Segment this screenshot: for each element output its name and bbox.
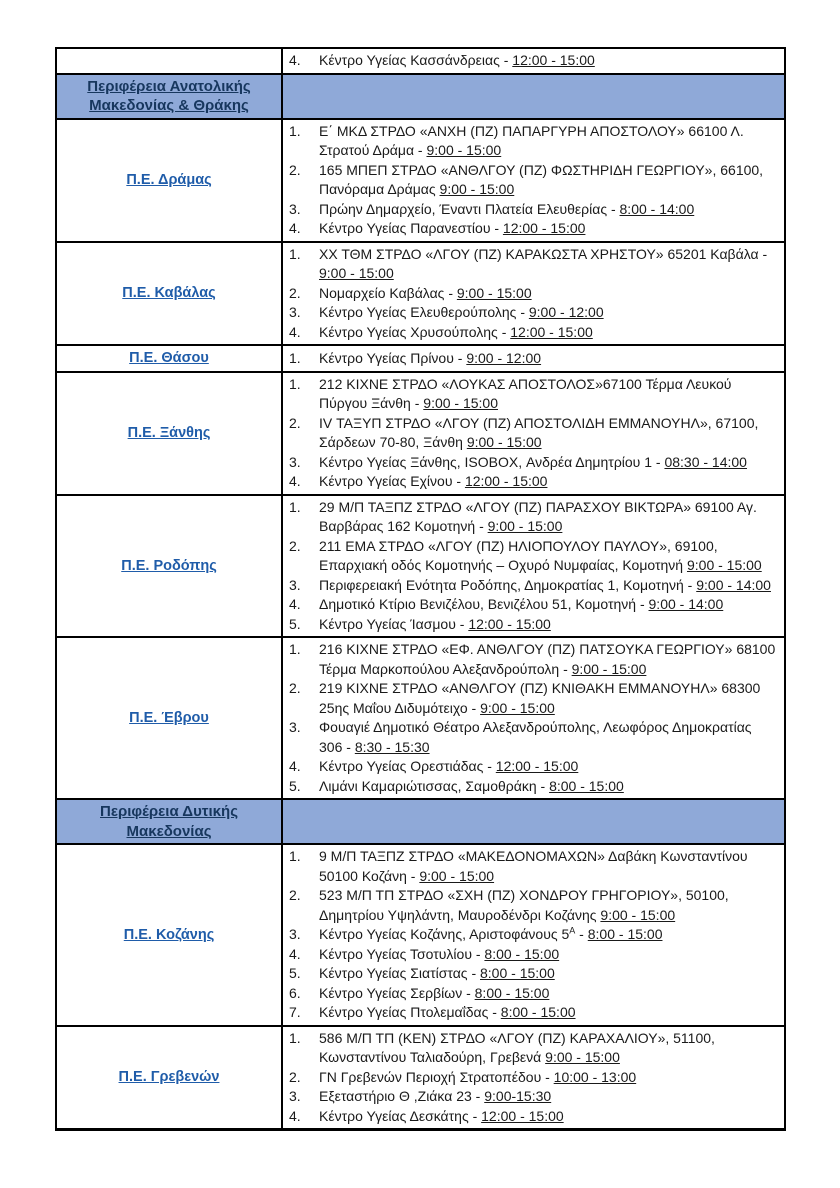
row-label-cell [56, 844, 282, 1026]
item-text [319, 245, 776, 284]
region-header-row [56, 799, 785, 844]
schedule-table [55, 47, 786, 1131]
location-name: 29 Μ/Π ΤΑΞΠΖ ΣΤΡΔΟ «ΛΓΟΥ (ΠΖ) ΠΑΡΑΣΧΟΥ ΒΙΚΤΩΡΑ» 69100 Αγ. Βαρβάρας 162 Κομοτηνή - [319, 498, 757, 534]
item-number: 3. [289, 926, 301, 942]
location-item [289, 576, 776, 596]
location-item [289, 219, 776, 239]
location-name: Κέντρο Υγείας Κοζάνης, Αριστοφάνους 5 [319, 926, 570, 942]
item-text [319, 472, 776, 492]
item-text [319, 537, 776, 576]
location-name: 9 Μ/Π ΤΑΞΠΖ ΣΤΡΔΟ «ΜΑΚΕΔΟΝΟΜΑΧΩΝ» Δαβάκη Κωνσταντίνου 50100 Κοζάνη - [319, 848, 748, 884]
opening-hours: 9:00 - 15:00 [571, 660, 647, 677]
item-text [319, 777, 776, 797]
item-number: 4. [289, 473, 301, 489]
table-body [56, 48, 785, 1130]
location-item [289, 375, 776, 414]
location-item [289, 886, 776, 925]
table-row [56, 1026, 785, 1130]
item-number: 5. [289, 615, 301, 632]
item-text [319, 595, 776, 615]
item-text [319, 284, 776, 304]
item-number: 1. [289, 641, 301, 657]
location-item [289, 595, 776, 615]
district-link[interactable]: Π.Ε. Δράμας [126, 171, 212, 188]
item-number: 3. [289, 1088, 301, 1104]
row-label-cell [56, 119, 282, 242]
item-text [319, 1107, 776, 1127]
row-label-cell [56, 242, 282, 346]
locations-cell [282, 48, 785, 74]
location-name: 165 ΜΠΕΠ ΣΤΡΔΟ «ΑΝΘΛΓΟΥ (ΠΖ) ΦΩΣΤΗΡΙΔΗ ΓΕΩΡΓΙΟΥ», 66100, Πανόραμα Δράμας [319, 161, 764, 197]
item-text [319, 161, 776, 200]
opening-hours: 9:00 - 15:00 [480, 699, 555, 716]
empty-label-cell [56, 48, 282, 74]
opening-hours: 9:00-15:30 [484, 1088, 552, 1104]
item-number: 1. [289, 848, 301, 864]
row-label-cell [56, 637, 282, 799]
locations-cell [282, 74, 785, 119]
item-number: 2. [289, 414, 301, 431]
location-item [289, 777, 776, 797]
item-text [319, 576, 776, 596]
location-item [289, 453, 776, 473]
opening-hours: 9:00 - 12:00 [528, 304, 604, 320]
item-text [319, 122, 776, 161]
location-name: Κέντρο Υγείας Πρίνου - [319, 349, 467, 366]
item-number: 1. [289, 1029, 301, 1046]
table-row [56, 637, 785, 799]
item-number: 4. [289, 323, 301, 340]
opening-hours: 9:00 - 15:00 [487, 518, 563, 534]
item-number: 4. [289, 1107, 301, 1124]
location-name: 211 ΕΜΑ ΣΤΡΔΟ «ΛΓΟΥ (ΠΖ) ΗΛΙΟΠΟΥΛΟΥ ΠΑΥΛΟΥ», 69100, Επαρχιακή οδός Κομοτηνής – Οχυρό Νυμφαίας, Κομοτηνή [319, 537, 718, 573]
opening-hours: 10:00 - 13:00 [553, 1068, 637, 1085]
location-name: Κέντρο Υγείας Σιατίστας - [319, 965, 480, 981]
item-number: 5. [289, 777, 301, 794]
row-label-cell [56, 799, 282, 844]
item-text [319, 757, 776, 777]
district-link[interactable]: Π.Ε. Κοζάνης [123, 926, 215, 943]
district-link[interactable]: Π.Ε. Γρεβενών [118, 1069, 220, 1085]
location-name: Κέντρο Υγείας Ορεστιάδας - [319, 758, 496, 774]
location-name: Κέντρο Υγείας Ίασμου - [319, 615, 469, 632]
location-item [289, 984, 776, 1004]
item-text [319, 718, 776, 757]
opening-hours: 8:00 - 15:00 [500, 1004, 576, 1020]
location-item [289, 757, 776, 777]
location-name: Κέντρο Υγείας Παρανεστίου - [319, 220, 503, 236]
item-text [319, 375, 776, 414]
item-text [319, 219, 776, 239]
item-text [319, 1003, 776, 1023]
item-number: 4. [289, 945, 301, 962]
location-name: Κέντρο Υγείας Πτολεμαΐδας - [319, 1004, 501, 1020]
opening-hours: 12:00 - 15:00 [502, 220, 586, 236]
opening-hours: 8:00 - 15:00 [549, 777, 624, 794]
location-item [289, 679, 776, 718]
location-name: 216 ΚΙΧΝΕ ΣΤΡΔΟ «ΕΦ. ΑΝΘΛΓΟΥ (ΠΖ) ΠΑΤΣΟΥΚΑ ΓΕΩΡΓΙΟΥ» 68100 Τέρμα Μαρκοπούλου Αλεξανδρούπολη - [319, 641, 776, 677]
location-item [289, 1068, 776, 1088]
item-text [319, 1087, 776, 1107]
table-row [56, 119, 785, 242]
opening-hours: 8:00 - 15:00 [587, 926, 663, 942]
item-number: 3. [289, 200, 301, 217]
location-item [289, 161, 776, 200]
location-item [289, 472, 776, 492]
location-item [289, 414, 776, 453]
opening-hours: 9:00 - 15:00 [456, 284, 532, 301]
item-number: 1. [289, 498, 301, 515]
opening-hours: 12:00 - 15:00 [512, 52, 595, 68]
opening-hours: 9:00 - 15:00 [426, 142, 502, 158]
location-item [289, 847, 776, 886]
opening-hours: 12:00 - 15:00 [464, 473, 548, 489]
location-item [289, 284, 776, 304]
separator: - [575, 926, 588, 942]
table-row [56, 844, 785, 1026]
item-text [319, 498, 776, 537]
location-name: Κέντρο Υγείας Κασσάνδρειας - [319, 52, 513, 68]
location-name: Δημοτικό Κτίριο Βενιζέλου, Βενιζέλου 51, Κομοτηνή - [319, 596, 649, 612]
row-label-cell [56, 74, 282, 119]
opening-hours: 9:00 - 14:00 [696, 576, 771, 593]
location-name: 586 Μ/Π ΤΠ (ΚΕΝ) ΣΤΡΔΟ «ΛΓΟΥ (ΠΖ) ΚΑΡΑΧΑΛΙΟΥ», 51100, Κωνσταντίνου Ταλιαδούρη, Γρεβενά [319, 1029, 715, 1065]
item-text [319, 414, 776, 453]
region-header-label: Περιφέρεια Δυτικής Μακεδονίας [100, 803, 238, 840]
item-number: 1. [289, 245, 301, 262]
opening-hours: 9:00 - 15:00 [319, 265, 394, 281]
locations-cell [282, 495, 785, 638]
opening-hours: 12:00 - 15:00 [495, 758, 579, 774]
item-text [319, 886, 776, 925]
opening-hours: 12:00 - 15:00 [510, 323, 593, 340]
item-number: 1. [289, 349, 301, 366]
location-item [289, 964, 776, 984]
item-number: 4. [289, 220, 301, 236]
item-number: 4. [289, 758, 301, 774]
item-number: 3. [289, 719, 301, 735]
opening-hours: 9:00 - 14:00 [648, 596, 724, 612]
superscript: Α [569, 925, 576, 936]
item-number: 3. [289, 576, 301, 593]
location-name: Κέντρο Υγείας Τσοτυλίου - [319, 945, 485, 962]
location-name: Λιμάνι Καμαριώτισσας, Σαμοθράκη - [319, 777, 550, 794]
location-name: Κέντρο Υγείας Σερβίων - [319, 984, 475, 1001]
locations-cell [282, 637, 785, 799]
location-name: ΧΧ ΤΘΜ ΣΤΡΔΟ «ΛΓΟΥ (ΠΖ) ΚΑΡΑΚΩΣΤΑ ΧΡΗΣΤΟΥ» 65201 Καβάλα - [319, 245, 768, 262]
item-text [319, 200, 776, 220]
location-name: 219 ΚΙΧΝΕ ΣΤΡΔΟ «ΑΝΘΛΓΟΥ (ΠΖ) ΚΝΙΘΑΚΗ ΕΜΜΑΝΟΥΗΛ» 68300 25ης Μαΐου Διδυμότειχο - [319, 680, 761, 716]
district-link[interactable]: Π.Ε. Θάσου [129, 350, 209, 366]
row-label-cell [56, 372, 282, 495]
opening-hours: 08:30 - 14:00 [664, 453, 747, 470]
item-text [319, 303, 776, 323]
item-number: 3. [289, 453, 301, 470]
location-name: ΓΝ Γρεβενών Περιοχή Στρατοπέδου - [319, 1068, 554, 1085]
item-text [319, 679, 776, 718]
table-row [56, 48, 785, 74]
opening-hours: 9:00 - 15:00 [600, 906, 676, 923]
location-item [289, 1003, 776, 1023]
item-number: 5. [289, 965, 301, 981]
opening-hours: 8:00 - 14:00 [619, 200, 695, 217]
item-text [319, 323, 776, 343]
item-number: 4. [289, 596, 301, 612]
row-label-cell [56, 345, 282, 372]
item-text [319, 964, 776, 984]
item-text [319, 640, 776, 679]
district-link[interactable]: Π.Ε. Έβρου [129, 709, 209, 726]
item-number: 6. [289, 984, 301, 1001]
item-text [319, 984, 776, 1004]
opening-hours: 9:00 - 15:00 [419, 867, 495, 884]
location-name: Εξεταστήριο Θ ,Ζιάκα 23 - [319, 1088, 485, 1104]
location-item [289, 925, 776, 945]
location-item [289, 303, 776, 323]
location-name: Κέντρο Υγείας Ξάνθης, ISOBOX, Ανδρέα Δημητρίου 1 - [319, 453, 665, 470]
item-text [319, 945, 776, 965]
district-link[interactable]: Π.Ε. Ροδόπης [121, 557, 217, 574]
district-link[interactable]: Π.Ε. Ξάνθης [127, 424, 211, 441]
location-item [289, 1029, 776, 1068]
table-row [56, 345, 785, 372]
location-item [289, 945, 776, 965]
item-text [319, 1029, 776, 1068]
district-link[interactable]: Π.Ε. Καβάλας [122, 285, 216, 301]
location-item [289, 718, 776, 757]
location-name: Πρώην Δημαρχείο, Έναντι Πλατεία Ελευθερίας - [319, 200, 620, 217]
location-item [289, 122, 776, 161]
location-name: Κέντρο Υγείας Χρυσούπολης - [319, 323, 511, 340]
location-name: Περιφερειακή Ενότητα Ροδόπης, Δημοκρατίας 1, Κομοτηνή - [319, 576, 697, 593]
item-number: 1. [289, 375, 301, 392]
location-item [289, 245, 776, 284]
item-text [319, 51, 776, 71]
table-row [56, 495, 785, 638]
item-number: 2. [289, 284, 301, 301]
location-item [289, 640, 776, 679]
location-name: 212 ΚΙΧΝΕ ΣΤΡΔΟ «ΛΟΥΚΑΣ ΑΠΟΣΤΟΛΟΣ»67100 Τέρμα Λευκού Πύργου Ξάνθη - [319, 375, 732, 411]
item-number: 2. [289, 1068, 301, 1085]
location-name: Κέντρο Υγείας Ελευθερούπολης - [319, 304, 529, 320]
location-name: Φουαγιέ Δημοτικό Θέατρο Αλεξανδρούπολης, Λεωφόρος Δημοκρατίας 306 - [319, 719, 752, 755]
row-label-cell [56, 1026, 282, 1130]
opening-hours: 8:30 - 15:30 [354, 738, 430, 755]
locations-cell [282, 844, 785, 1026]
item-text [319, 615, 776, 635]
location-item [289, 537, 776, 576]
item-number: 2. [289, 887, 301, 903]
item-text [319, 847, 776, 886]
location-item [289, 200, 776, 220]
table-row [56, 242, 785, 346]
item-text [319, 1068, 776, 1088]
location-item [289, 1107, 776, 1127]
table-row [56, 372, 785, 495]
opening-hours: 9:00 - 15:00 [439, 181, 515, 197]
opening-hours: 12:00 - 15:00 [468, 615, 551, 632]
row-label-cell [56, 495, 282, 638]
item-number: 2. [289, 161, 301, 178]
location-item [289, 1087, 776, 1107]
opening-hours: 9:00 - 15:00 [466, 434, 542, 450]
opening-hours: 9:00 - 15:00 [545, 1049, 620, 1065]
locations-cell [282, 799, 785, 844]
location-name: Κέντρο Υγείας Εχίνου - [319, 473, 465, 489]
item-text [319, 349, 776, 369]
location-name: Κέντρο Υγείας Δεσκάτης - [319, 1107, 482, 1124]
location-name: 523 Μ/Π ΤΠ ΣΤΡΔΟ «ΣΧΗ (ΠΖ) ΧΟΝΔΡΟΥ ΓΡΗΓΟΡΙΟΥ», 50100, Δημητρίου Υψηλάντη, Μαυροδένδρι Κοζάνης [319, 887, 729, 923]
region-header-row [56, 74, 785, 119]
item-number: 4. [289, 52, 301, 68]
opening-hours: 9:00 - 15:00 [686, 557, 762, 573]
opening-hours: 8:00 - 15:00 [474, 984, 550, 1001]
item-text [319, 453, 776, 473]
locations-cell [282, 119, 785, 242]
opening-hours: 9:00 - 12:00 [466, 349, 542, 366]
location-name: IV ΤΑΞΥΠ ΣΤΡΔΟ «ΛΓΟΥ (ΠΖ) ΑΠΟΣΤΟΛΙΔΗ ΕΜΜΑΝΟΥΗΛ», 67100, Σάρδεων 70-80, Ξάνθη [319, 414, 759, 450]
locations-cell [282, 345, 785, 372]
locations-cell [282, 242, 785, 346]
opening-hours: 8:00 - 15:00 [484, 945, 560, 962]
item-number: 3. [289, 304, 301, 320]
location-item [289, 51, 776, 71]
location-item [289, 349, 776, 369]
locations-cell [282, 1026, 785, 1130]
item-number: 2. [289, 680, 301, 696]
location-item [289, 498, 776, 537]
item-text [319, 925, 776, 945]
location-name: Ε΄ ΜΚΔ ΣΤΡΔΟ «ΑΝΧΗ (ΠΖ) ΠΑΠΑΡΓΥΡΗ ΑΠΟΣΤΟΛΟΥ» 66100 Λ. Στρατού Δράμα - [319, 122, 744, 158]
location-item [289, 615, 776, 635]
opening-hours: 12:00 - 15:00 [481, 1107, 564, 1124]
locations-cell [282, 372, 785, 495]
item-number: 1. [289, 122, 301, 139]
region-header-label: Περιφέρεια Ανατολικής Μακεδονίας & Θράκης [87, 77, 251, 114]
location-item [289, 323, 776, 343]
item-number: 2. [289, 537, 301, 554]
opening-hours: 8:00 - 15:00 [480, 965, 555, 981]
item-number: 7. [289, 1004, 301, 1020]
location-name: Νομαρχείο Καβάλας - [319, 284, 457, 301]
opening-hours: 9:00 - 15:00 [423, 395, 499, 411]
